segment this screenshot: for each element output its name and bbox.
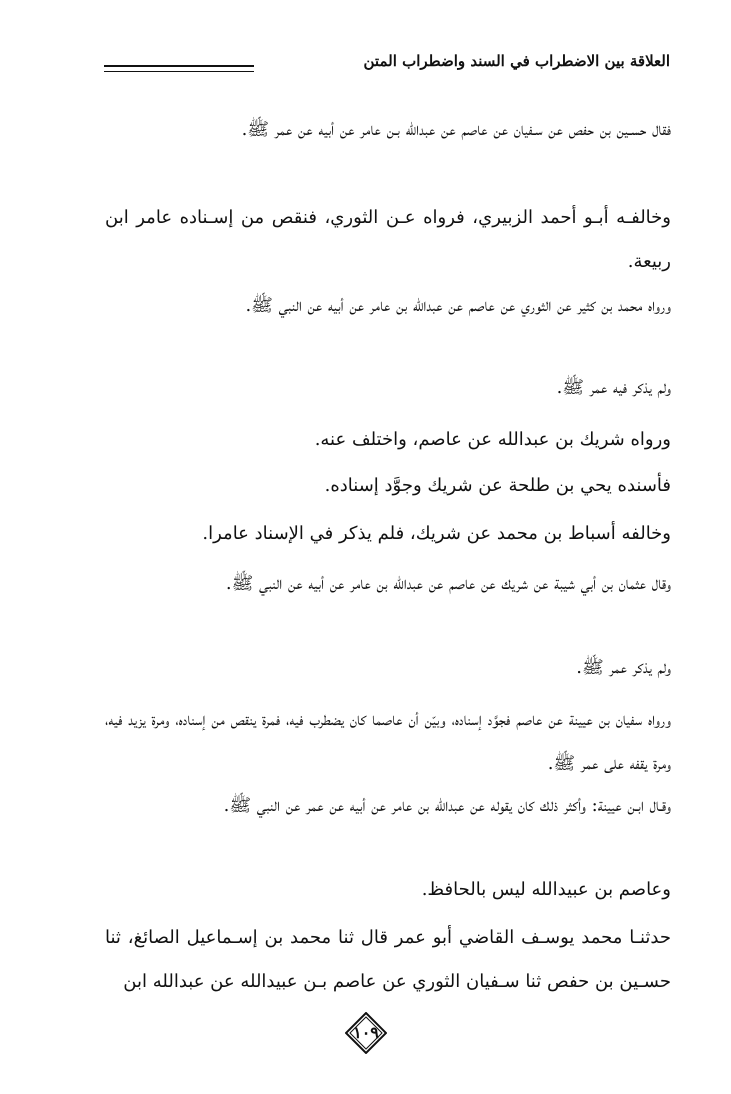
header-rule-thick [104,65,254,67]
paragraph: ولم يذكر فيه عمر ﷺ. [556,377,671,398]
paragraph: فأسنده يحي بن طلحة عن شريك وجوَّد إسناده. [324,475,671,496]
page-body [105,108,671,992]
paragraph: فقال حسـين بن حفص عن سـفيان عن عاصم عن عبدالله بـن عامر عن أبيه عن عمر ﷺ. [241,119,671,140]
paragraph: وعاصم بن عبيدالله ليس بالحافظ. [421,879,671,900]
paragraph: ولم يذكر عمر ﷺ. [576,657,671,678]
page-footer [0,1008,731,1058]
paragraph: ورواه سفيان بن عيينة عن عاصم فجوَّد إسناده، وبيّن أن عاصما كان يضطرب فيه، فمرة ينقص من إسناده، ومرة يزيد فيه، ومرة يقفه على عمر ﷺ. [105,709,671,774]
paragraph: وخالفه أسباط بن محمد عن شريك، فلم يذكر في الإسناد عامرا. [202,523,671,544]
running-header [104,50,670,76]
header-rule-thin [104,71,254,72]
paragraph: وخالفـه أبـو أحمد الزبيري، فرواه عـن الثوري، فنقص من إسـناده عامر ابن ربيعة. [105,207,671,272]
paragraph: ورواه محمد بن كثير عن الثوري عن عاصم عن عبدالله بن عامر عن أبيه عن النبي ﷺ. [245,295,671,316]
page-number: ١٠٩ [353,1023,379,1042]
paragraph: حدثنـا محمد يوسـف القاضي أبو عمر قال ثنا محمد بن إسـماعيل الصائغ، ثنا حسـين بن حفص ثنا سـفيان الثوري عن عاصم بـن عبيدالله عن عبدالله ابن [105,927,671,992]
running-header-title: العلاقة بين الاضطراب في السند واضطراب المتن [363,52,670,70]
paragraph: وقال عثمان بن أبي شيبة عن شريك عن عاصم عن عبدالله بن عامر عن أبيه عن النبي ﷺ. [225,573,671,594]
paragraph: وقـال ابـن عيينة: وأكثر ذلك كان يقوله عن عبدالله بن عامر عن أبيه عن عمر عن النبي ﷺ. [223,795,671,816]
paragraph: ورواه شريك بن عبدالله عن عاصم، واختلف عنه. [314,429,671,450]
